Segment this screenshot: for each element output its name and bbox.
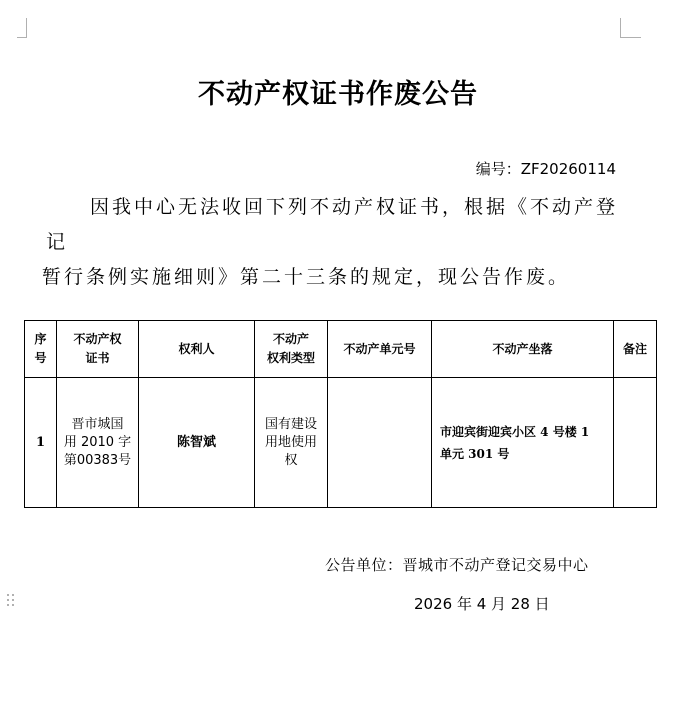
- document-title: 不动产权证书作废公告: [198, 79, 478, 110]
- page-corner-mark-top-left: [17, 18, 27, 38]
- cell-certificate: 晋市城国 用 2010 字 第00383号: [57, 378, 139, 508]
- cell-right-type: 国有建设 用地使用 权: [255, 378, 328, 508]
- cell-location: 市迎宾街迎宾小区 4 号楼 1 单元 301 号: [432, 378, 614, 508]
- header-remark: 备注: [614, 321, 657, 378]
- header-unit-number: 不动产单元号: [328, 321, 432, 378]
- body-line-2: 暂行条例实施细则》第二十三条的规定，现公告作废。: [42, 266, 571, 288]
- cell-remark: [614, 378, 657, 508]
- issuing-unit: 公告单位：晋城市不动产登记交易中心: [325, 556, 589, 574]
- header-owner: 权利人: [139, 321, 255, 378]
- header-location: 不动产坐落: [432, 321, 614, 378]
- drag-handle-icon[interactable]: [7, 594, 16, 608]
- table-header-row: [25, 321, 657, 378]
- certificate-table: [24, 320, 657, 508]
- cell-unit-number: [328, 378, 432, 508]
- header-right-type: 不动产 权利类型: [255, 321, 328, 378]
- table-row: [25, 378, 657, 508]
- header-certificate: 不动产权 证书: [57, 321, 139, 378]
- body-line-1: 因我中心无法收回下列不动产权证书，根据《不动产登记: [46, 196, 619, 253]
- issue-date: 2026 年 4 月 28 日: [414, 595, 550, 613]
- announcement-body: [42, 190, 626, 295]
- cell-owner: 陈智斌: [139, 378, 255, 508]
- document-number: 编号：ZF20260114: [475, 160, 616, 178]
- header-seq: 序 号: [25, 321, 57, 378]
- cell-seq: 1: [25, 378, 57, 508]
- page-corner-mark-top-right: [620, 18, 641, 38]
